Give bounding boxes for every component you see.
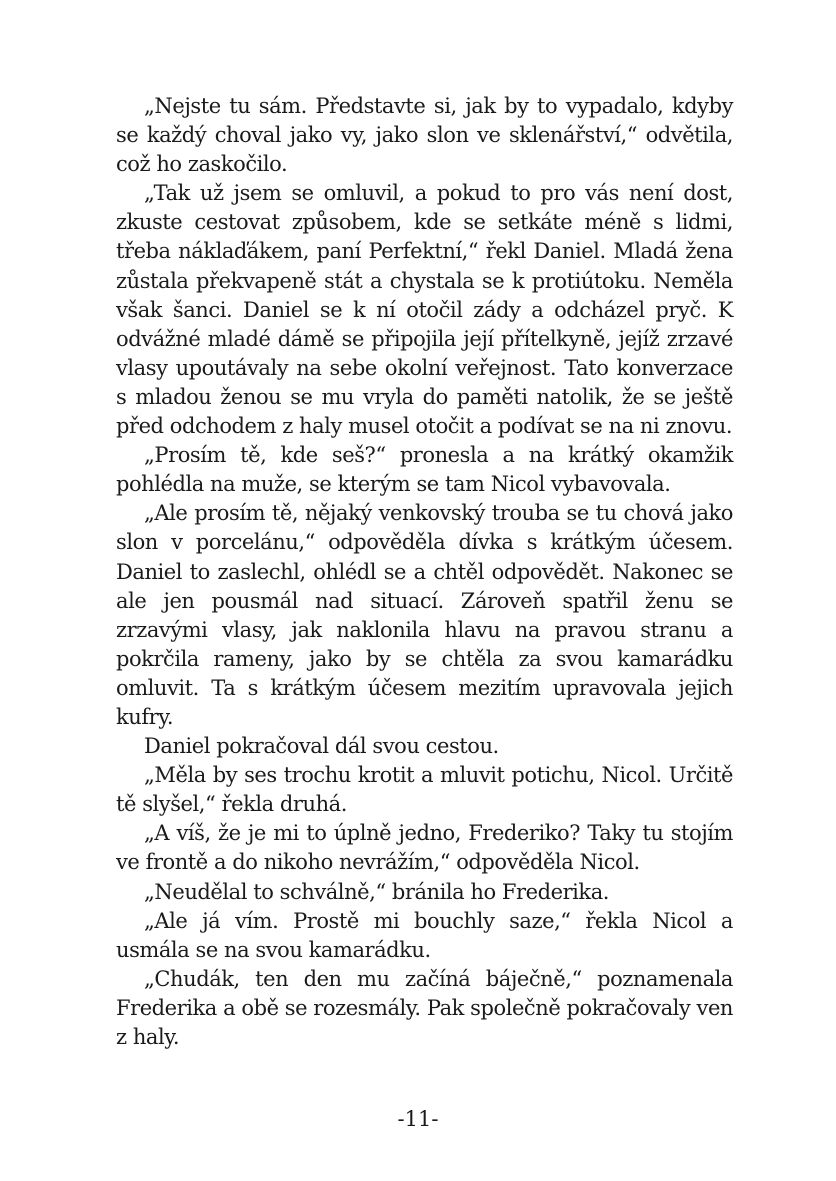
page-number: -11- [397,1107,439,1131]
body-text [116,92,733,1052]
paragraph: „Neudělal to schválně,“ bránila ho Frederika. [144,879,609,904]
paragraph: „Ale prosím tě, nějaký venkovský trouba se tu chová jako slon v porcelánu,“ odpověděla dívka s krátkým účesem. Daniel to zaslechl, ohlédl se a chtěl odpovědět. Nakonec se ale jen pousmál nad situací. Zároveň spatřil ženu se zrzavými vlasy, jak naklonila hlavu na pravou stranu a pokrčila rameny, jako by se chtěla za svou kamarádku omluvit. Ta s krátkým účesem mezitím upravovala jejich kufry. [116,501,733,729]
paragraph: „Nejste tu sám. Představte si, jak by to vypadalo, kdyby se každý choval jako vy, jako slon ve sklenářství,“ odvětila, což ho zaskočilo. [116,94,733,177]
paragraph: Daniel pokračoval dál svou cestou. [144,734,499,759]
paragraph: „Prosím tě, kde seš?“ pronesla a na krátký okamžik pohlédla na muže, se kterým se tam Nicol vybavovala. [116,443,733,497]
paragraph: „Měla by ses trochu krotit a mluvit potichu, Nicol. Určitě tě slyšel,“ řekla druhá. [116,763,733,817]
paragraph: „Tak už jsem se omluvil, a pokud to pro vás není dost, zkuste cestovat způsobem, kde se setkáte méně s lidmi, třeba náklaďákem, paní Perfektní,“ řekl Daniel. Mladá žena zůstala překvapeně stát a chystala se k protiútoku. Neměla však šanci. Daniel se k ní otočil zády a odcházel pryč. K odvážné mladé dámě se připojila její přítelkyně, jejíž zrzavé vlasy upoutávaly na sebe okolní veřejnost. Tato konverzace s mladou ženou se mu vryla do paměti natolik, že se ještě před odchodem z haly musel otočit a podívat se na ni znovu. [116,181,733,439]
paragraph: „Chudák, ten den mu začíná báječně,“ poznamenala Frederika a obě se rozesmály. Pak společně pokračovaly ven z haly. [116,966,734,1049]
paragraph: „A víš, že je mi to úplně jedno, Frederiko? Taky tu stojím ve frontě a do nikoho nevrážím,“ odpověděla Nicol. [116,821,733,875]
paragraph: „Ale já vím. Prostě mi bouchly saze,“ řekla Nicol a usmála se na svou kamarádku. [116,908,733,962]
